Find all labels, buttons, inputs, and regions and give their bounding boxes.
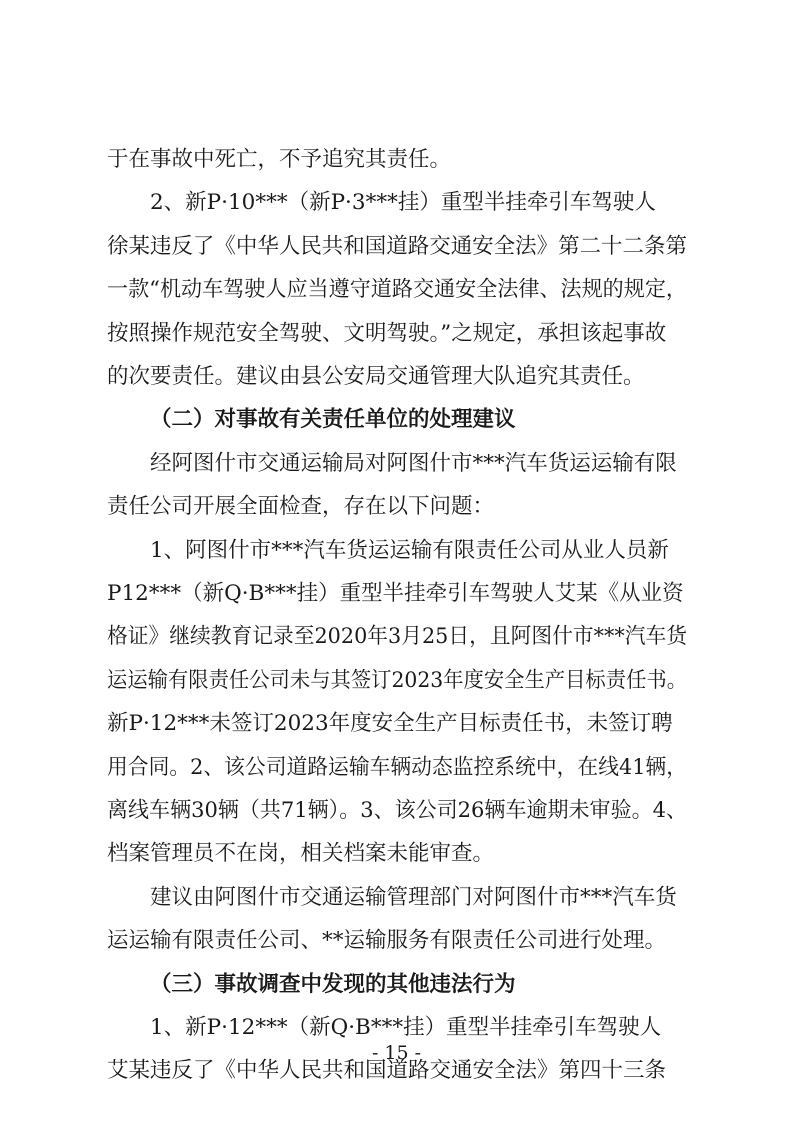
text-line: 建议由阿图什市交通运输管理部门对阿图什市***汽车货	[150, 885, 677, 910]
text-line: 的次要责任。建议由县公安局交通管理大队追究其责任。	[107, 364, 645, 389]
text-line: 离线车辆30辆（共71辆）。3、该公司26辆车逾期未审验。4、	[107, 798, 688, 823]
section-heading: （三）事故调查中发现的其他违法行为	[150, 972, 516, 997]
text-line: 新P·12***未签订2023年度安全生产目标责任书，未签订聘	[107, 711, 673, 736]
text-line: 运运输有限责任公司未与其签订2023年度安全生产目标责任书。	[107, 668, 688, 693]
text-line: 档案管理员不在岗，相关档案未能审查。	[107, 841, 495, 866]
text-line: 徐某违反了《中华人民共和国道路交通安全法》第二十二条第	[107, 234, 687, 259]
text-line: 用合同。2、该公司道路运输车辆动态监控系统中，在线41辆，	[107, 755, 688, 780]
text-line: P12***（新Q·B***挂）重型半挂牵引车驾驶人艾某《从业资	[107, 581, 684, 606]
text-line: 按照操作规范安全驾驶、文明驾驶。”之规定，承担该起事故	[107, 321, 667, 346]
page-number: - 15 -	[371, 1042, 422, 1064]
text-line: 一款“机动车驾驶人应当遵守道路交通安全法律、法规的规定，	[107, 277, 688, 302]
text-line: 艾某违反了《中华人民共和国道路交通安全法》第四十三条	[107, 1058, 667, 1083]
text-line: 责任公司开展全面检查，存在以下问题：	[107, 494, 495, 519]
text-line: 于在事故中死亡，不予追究其责任。	[107, 147, 452, 172]
text-line: 经阿图什市交通运输局对阿图什市***汽车货运运输有限	[150, 451, 677, 476]
text-line: 2、新P·10***（新P·3***挂）重型半挂牵引车驾驶人	[150, 190, 656, 215]
text-line: 运运输有限责任公司、**运输服务有限责任公司进行处理。	[107, 928, 667, 953]
text-line: 1、阿图什市***汽车货运运输有限责任公司从业人员新	[150, 538, 669, 563]
text-line: 1、新P·12***（新Q·B***挂）重型半挂牵引车驾驶人	[150, 1015, 662, 1040]
text-line: 格证》继续教育记录至2020年3月25日，且阿图什市***汽车货	[107, 624, 687, 649]
section-heading: （二）对事故有关责任单位的处理建议	[150, 407, 516, 432]
